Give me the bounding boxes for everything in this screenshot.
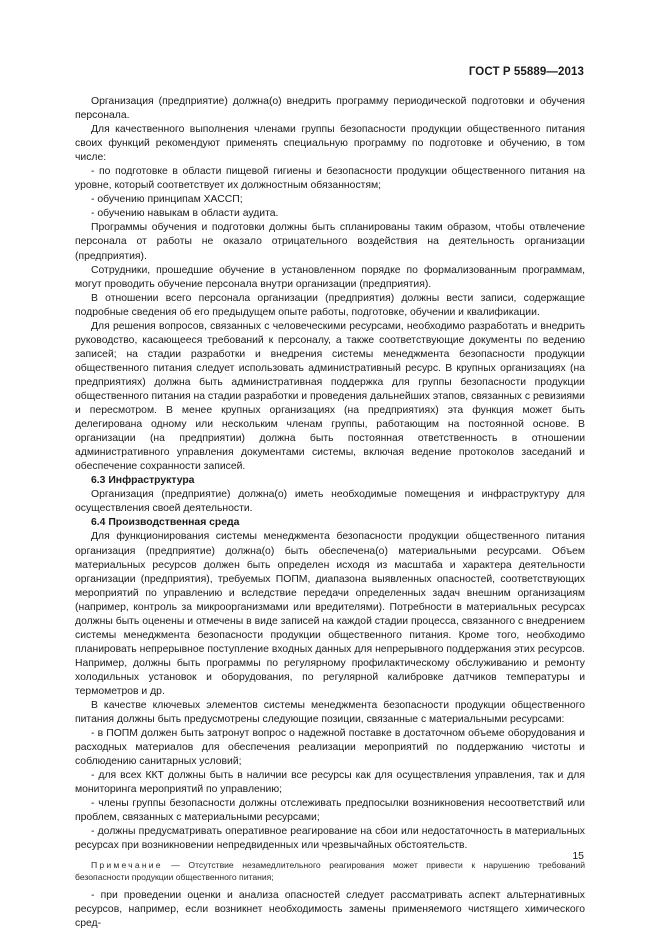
paragraph: Для качественного выполнения членами группы безопасности продукции общественного питания своих функций рекомендуют применять специальную программу по подготовке и обучению, в том числе: <box>75 124 585 164</box>
paragraph: В отношении всего персонала организации (предприятия) должны вести записи, содержащие подробные сведения об его предыдущем опыте работы, подготовке, обучении и квалификации. <box>75 292 585 318</box>
note-text: — Отсутствие незамедлительного реагирования может привести к нарушению требований безопасности продукции общественного питания; <box>75 859 585 883</box>
paragraph: - для всех ККТ должны быть в наличии все ресурсы как для осуществления управления, так и для мониторинга мероприятий по управлению; <box>75 770 585 796</box>
paragraph: - члены группы безопасности должны отслеживать предпосылки возникновения несоответствий или проблем, связанных с материальными ресурсами; <box>75 798 585 824</box>
section-heading: 6.4 Производственная среда <box>91 517 240 529</box>
paragraph: Для решения вопросов, связанных с человеческими ресурсами, необходимо разработать и внедрить руководство, касающееся требований к персоналу, а также соответствующие документы по ведению записей; на стадии разработки и внедрения системы менеджмента безопасности продукции общественного питания следует использовать административный ресурс. В крупных организациях (на предприятиях) должна быть административная поддержка для группы безопасности продукции общественного питания на стадии разработки и проведения дальнейших этапов, связанных с ревизиями и пересмотром. В менее крупных организациях (на предприятиях) эта функция может быть делегирована одному или нескольким членам группы, работающим на постоянной основе. В организации (на предприятии) должна быть постоянная ответственность в отношении административного управления документами системы, включая ведение протоколов заседаний и обеспечение сохранности записей. <box>75 320 585 473</box>
paragraph: Программы обучения и подготовки должны быть спланированы таким образом, чтобы отвлечение персонала от работы не оказало отрицательного воздействия на деятельность организации (предприятия). <box>75 222 585 262</box>
note-label: Примечание <box>91 859 163 870</box>
standard-designation: ГОСТ Р 55889—2013 <box>468 66 584 78</box>
paragraph: В качестве ключевых элементов системы менеджмента безопасности продукции общественного питания должны быть предусмотрены следующие позиции, связанные с материальными ресурсами: <box>75 700 585 726</box>
note-paragraph <box>75 859 585 884</box>
paragraph: Для функционирования системы менеджмента безопасности продукции общественного питания организация (предприятие) должна(о) быть обеспечена(о) материальными ресурсами. Объем материальных ресурсов должен быть определен исходя из масштаба и характера деятельности организации (предприятия), требуемых ПОПМ, диапазона выявленных опасностей, соответствующих мероприятий по управлению и вследствие передачи определенных задач внешним организациям (например, контроль за микроорганизмами или вредителями). Потребности в материальных ресурсах должны быть оценены и отмечены в виде записей на каждой стадии процесса, связанного с внедрением системы менеджмента безопасности продукции общественного питания. Кроме того, необходимо планировать непрерывное поступление входных данных для непрерывного поддержания этих ресурсов. Например, должны быть программы по регулярному профилактическому обслуживанию и ремонту холодильных установок и оборудования, по регулярной калибровке датчиков температуры и термометров и др. <box>75 531 585 697</box>
paragraph: - должны предусматривать оперативное реагирование на сбои или недостаточность в материальных ресурсах при возникновении непредвиденных или чрезвычайных обстоятельств. <box>75 826 585 852</box>
section-heading: 6.3 Инфраструктура <box>91 475 195 487</box>
paragraph: - при проведении оценки и анализа опасностей следует рассматривать аспект альтернативных ресурсов, например, если возникнет необходимость замены применяемого чистящего химического сред- <box>75 889 585 929</box>
paragraph: - обучению принципам ХАССП; <box>91 194 243 206</box>
document-body <box>75 95 585 931</box>
paragraph: - по подготовке в области пищевой гигиены и безопасности продукции общественного питания на уровне, который соответствует их должностным обязанностям; <box>75 166 585 192</box>
paragraph: - обучению навыкам в области аудита. <box>91 208 279 220</box>
paragraph: Организация (предприятие) должна(о) внедрить программу периодической подготовки и обучения персонала. <box>75 96 585 122</box>
paragraph: Сотрудники, прошедшие обучение в установленном порядке по формализованным программам, могут проводить обучение персонала внутри организации (предприятия). <box>75 264 585 290</box>
paragraph: - в ПОПМ должен быть затронут вопрос о надежной поставке в достаточном объеме оборудования и расходных материалов для обеспечения реализации мероприятий по поддержанию чистоты и соблюдению санитарных условий; <box>75 728 585 768</box>
paragraph: Организация (предприятие) должна(о) иметь необходимые помещения и инфраструктуру для осуществления своей деятельности. <box>75 489 585 515</box>
page-number: 15 <box>572 850 584 862</box>
